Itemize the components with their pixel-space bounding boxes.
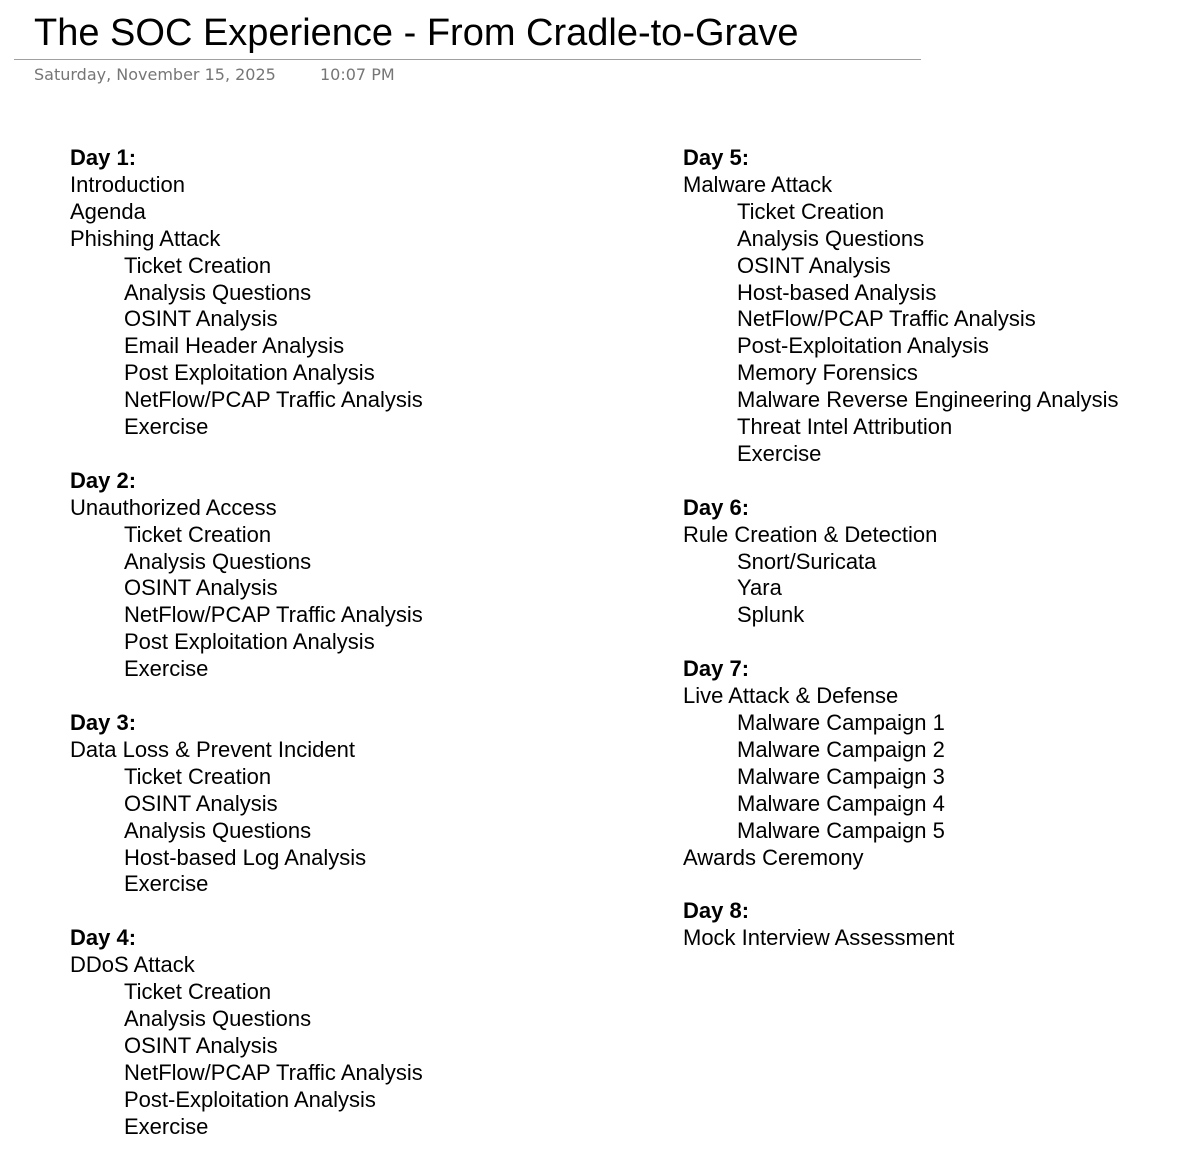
- day-block-5: [683, 145, 1119, 468]
- agenda-subitem: Malware Campaign 4: [737, 790, 945, 816]
- agenda-subitem: Ticket Creation: [124, 252, 272, 278]
- page-date: Saturday, November 15, 2025: [34, 65, 276, 84]
- agenda-item: Rule Creation & Detection: [683, 521, 938, 547]
- agenda-subitem: Analysis Questions: [124, 279, 312, 305]
- agenda-subitem: NetFlow/PCAP Traffic Analysis: [737, 306, 1036, 332]
- agenda-subitem: Malware Reverse Engineering Analysis: [737, 387, 1119, 413]
- agenda-subitem: Malware Campaign 3: [737, 763, 945, 789]
- agenda-subitem: OSINT Analysis: [124, 790, 278, 816]
- day-heading: Day 4:: [70, 925, 137, 951]
- day-heading: Day 8:: [683, 898, 750, 924]
- agenda-subitem: Exercise: [124, 656, 209, 682]
- title-divider: [14, 59, 921, 60]
- day-block-3: [70, 710, 423, 898]
- agenda-column-right: [683, 145, 1119, 979]
- agenda-subitem: Splunk: [737, 602, 805, 628]
- agenda-subitem: Ticket Creation: [124, 521, 272, 547]
- agenda-subitem: Analysis Questions: [124, 548, 312, 574]
- day-block-6: [683, 495, 1119, 630]
- agenda-item: Mock Interview Assessment: [683, 925, 955, 951]
- agenda-item: DDoS Attack: [70, 952, 195, 978]
- day-block-4: [70, 925, 423, 1140]
- day-block-2: [70, 468, 423, 683]
- agenda-subitem: Ticket Creation: [737, 198, 885, 224]
- day-heading: Day 2:: [70, 467, 137, 493]
- agenda-subitem: Ticket Creation: [124, 979, 272, 1005]
- day-heading: Day 5:: [683, 145, 750, 170]
- agenda-item: Introduction: [70, 171, 185, 197]
- agenda-subitem: Post Exploitation Analysis: [124, 360, 375, 386]
- agenda-subitem: Email Header Analysis: [124, 333, 345, 359]
- agenda-subitem: Exercise: [124, 1113, 209, 1139]
- agenda-subitem: Analysis Questions: [124, 817, 312, 843]
- page-title: The SOC Experience - From Cradle-to-Grave: [34, 12, 799, 54]
- agenda-subitem: Analysis Questions: [737, 225, 925, 251]
- agenda-subitem: Malware Campaign 1: [737, 710, 945, 735]
- agenda-subitem: Post-Exploitation Analysis: [124, 1086, 376, 1112]
- agenda-subitem: Exercise: [737, 440, 822, 466]
- agenda-subitem: Malware Campaign 5: [737, 817, 945, 843]
- agenda-subitem: Exercise: [124, 414, 209, 440]
- day-heading: Day 1:: [70, 145, 137, 170]
- day-block-8: [683, 898, 1119, 952]
- agenda-subitem: Malware Campaign 2: [737, 736, 945, 762]
- agenda-subitem: Host-based Log Analysis: [124, 844, 367, 870]
- day-block-1: [70, 145, 423, 441]
- agenda-subitem: OSINT Analysis: [124, 1032, 278, 1058]
- agenda-item: Live Attack & Defense: [683, 683, 899, 709]
- agenda-subitem: NetFlow/PCAP Traffic Analysis: [124, 1059, 423, 1085]
- agenda-subitem: Yara: [737, 575, 782, 601]
- day-heading: Day 7:: [683, 656, 750, 682]
- agenda-item: Data Loss & Prevent Incident: [70, 736, 355, 762]
- agenda-subitem: Post-Exploitation Analysis: [737, 333, 989, 359]
- agenda-subitem: NetFlow/PCAP Traffic Analysis: [124, 602, 423, 628]
- agenda-subitem: Memory Forensics: [737, 360, 918, 386]
- agenda-subitem: Exercise: [124, 871, 209, 897]
- agenda-subitem: Host-based Analysis: [737, 279, 937, 305]
- agenda-item: Phishing Attack: [70, 225, 221, 251]
- agenda-subitem: Threat Intel Attribution: [737, 414, 953, 440]
- agenda-subitem: Snort/Suricata: [737, 548, 877, 574]
- page-time: 10:07 PM: [320, 65, 395, 84]
- agenda-column-left: [70, 145, 423, 1167]
- agenda-item: Agenda: [70, 198, 146, 224]
- agenda-item: Malware Attack: [683, 171, 833, 197]
- day-block-7: [683, 656, 1119, 871]
- day-heading: Day 3:: [70, 710, 137, 735]
- day-heading: Day 6:: [683, 494, 750, 520]
- agenda-subitem: NetFlow/PCAP Traffic Analysis: [124, 387, 423, 413]
- agenda-item: Awards Ceremony: [683, 844, 864, 870]
- agenda-subitem: Post Exploitation Analysis: [124, 629, 375, 655]
- agenda-subitem: Ticket Creation: [124, 763, 272, 789]
- agenda-subitem: OSINT Analysis: [737, 252, 891, 278]
- agenda-item: Unauthorized Access: [70, 494, 277, 520]
- agenda-subitem: Analysis Questions: [124, 1005, 312, 1031]
- agenda-subitem: OSINT Analysis: [124, 575, 278, 601]
- agenda-subitem: OSINT Analysis: [124, 306, 278, 332]
